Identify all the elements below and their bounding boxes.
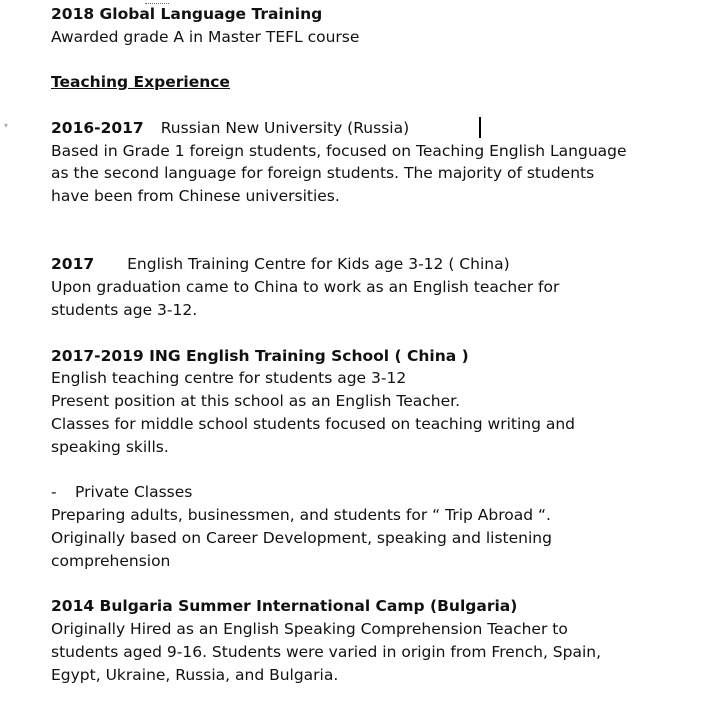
job-line: Classes for middle school students focused on teaching writing and (51, 415, 576, 433)
bullet-text: Private Classes (75, 483, 193, 501)
job-line: speaking skills. (51, 438, 169, 456)
bullet-item-private-classes (51, 481, 192, 503)
job-line: students aged 9-16. Students were varied in origin from French, Spain, (51, 643, 602, 661)
job-heading-ing-english-training-school: 2017-2019 ING English Training School ( China ) (51, 347, 469, 365)
text-cursor (479, 117, 481, 138)
bullet-dash: - (51, 483, 57, 501)
job-years: 2017 (51, 255, 95, 273)
job-line: as the second language for foreign students. The majority of students (51, 164, 595, 182)
job-years: 2016-2017 (51, 119, 144, 137)
job-line: Upon graduation came to China to work as an English teacher for (51, 278, 560, 296)
job-line: Preparing adults, businessmen, and students for “ Trip Abroad “. (51, 506, 551, 524)
job-org: Russian New University (Russia) (160, 119, 410, 137)
training-heading: 2018 Global Language Training (51, 5, 323, 23)
job-line: have been from Chinese universities. (51, 187, 340, 205)
job-line: comprehension (51, 552, 171, 570)
job-line: English teaching centre for students age 3-12 (51, 369, 407, 387)
job-line: students age 3-12. (51, 301, 198, 319)
section-heading-teaching-experience: Teaching Experience (51, 73, 230, 91)
job-line: Present position at this school as an English Teacher. (51, 392, 461, 410)
job-line: Egypt, Ukraine, Russia, and Bulgaria. (51, 666, 339, 684)
job-line: Originally Hired as an English Speaking Comprehension Teacher to (51, 620, 568, 638)
training-detail: Awarded grade A in Master TEFL course (51, 28, 360, 46)
job-line: Originally based on Career Development, speaking and listening (51, 529, 552, 547)
job-line: Based in Grade 1 foreign students, focused on Teaching English Language (51, 142, 627, 160)
job-heading-english-training-centre (51, 253, 510, 275)
job-heading-russian-new-university (51, 117, 409, 139)
job-heading-bulgaria-summer-camp: 2014 Bulgaria Summer International Camp (Bulgaria) (51, 597, 518, 615)
job-org: English Training Centre for Kids age 3-12 ( China) (127, 255, 510, 273)
paragraph-collapse-icon[interactable]: ▾ (4, 121, 9, 130)
